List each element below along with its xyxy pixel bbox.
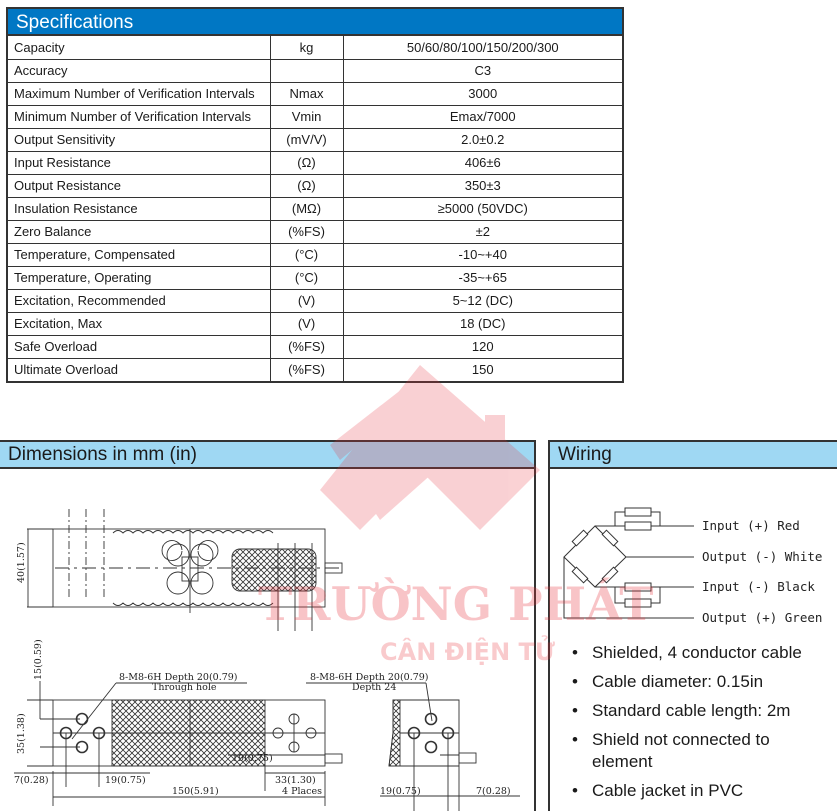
dimensions-title: Dimensions in mm (in)	[0, 442, 534, 469]
spec-unit: (°C)	[270, 243, 343, 266]
spec-row	[8, 105, 622, 128]
spec-parameter: Ultimate Overload	[8, 358, 270, 381]
dim-left-edge: 7(0.28)	[14, 775, 49, 786]
spec-unit: (%FS)	[270, 335, 343, 358]
spec-parameter: Zero Balance	[8, 220, 270, 243]
spec-parameter: Output Sensitivity	[8, 128, 270, 151]
spec-value: 350±3	[343, 174, 622, 197]
note-diameter: • Cable diameter: 0.15in	[570, 671, 820, 693]
wire-input-positive: Input (+) Red	[702, 518, 800, 533]
wire-input-negative: Input (-) Black	[702, 579, 815, 594]
spec-unit	[270, 59, 343, 82]
spec-row	[8, 151, 622, 174]
note-length: • Standard cable length: 2m	[570, 700, 820, 722]
spec-unit: (mV/V)	[270, 128, 343, 151]
wiring-title: Wiring	[550, 442, 837, 469]
spec-parameter: Maximum Number of Verification Intervals	[8, 82, 270, 105]
spec-row	[8, 312, 622, 335]
spec-parameter: Temperature, Operating	[8, 266, 270, 289]
dim-places: 4 Places	[282, 786, 322, 797]
spec-unit: (%FS)	[270, 358, 343, 381]
specifications-table	[6, 7, 624, 383]
spec-parameter: Excitation, Recommended	[8, 289, 270, 312]
spec-parameter: Excitation, Max	[8, 312, 270, 335]
watermark-brand: TRƯỜNG PHÁT	[258, 577, 654, 631]
spec-row	[8, 82, 622, 105]
wiring-panel	[548, 440, 837, 811]
cable-notes	[570, 642, 820, 809]
spec-row	[8, 36, 622, 59]
dimension-drawing	[0, 471, 536, 811]
spec-value: C3	[343, 59, 622, 82]
spec-parameter: Insulation Resistance	[8, 197, 270, 220]
spec-unit: (V)	[270, 312, 343, 335]
spec-row	[8, 197, 622, 220]
spec-row	[8, 335, 622, 358]
spec-unit: Vmin	[270, 105, 343, 128]
spec-parameter: Accuracy	[8, 59, 270, 82]
spec-unit: (%FS)	[270, 220, 343, 243]
dim-side-spacing: 19(0.75)	[380, 786, 421, 797]
spec-value: 120	[343, 335, 622, 358]
specifications-title: Specifications	[8, 9, 622, 36]
spec-row	[8, 128, 622, 151]
spec-value: ≥5000 (50VDC)	[343, 197, 622, 220]
spec-parameter: Capacity	[8, 36, 270, 59]
dim-thread-side: 8-M8-6H Depth 20(0.79)	[310, 672, 429, 683]
spec-parameter: Input Resistance	[8, 151, 270, 174]
spec-row	[8, 289, 622, 312]
dim-hole-spacing: 19(0.75)	[105, 775, 146, 786]
spec-unit: (MΩ)	[270, 197, 343, 220]
dim-height-top: 40(1.57)	[16, 542, 27, 583]
dimensions-panel	[0, 440, 536, 811]
spec-value: 150	[343, 358, 622, 381]
spec-unit: (Ω)	[270, 151, 343, 174]
note-jacket: • Cable jacket in PVC	[570, 780, 820, 802]
spec-unit: kg	[270, 36, 343, 59]
spec-row	[8, 358, 622, 381]
spec-parameter: Temperature, Compensated	[8, 243, 270, 266]
dim-height-side: 35(1.38)	[16, 713, 27, 754]
spec-rows	[8, 36, 622, 381]
spec-value: 5~12 (DC)	[343, 289, 622, 312]
dim-inner-spacing: 19(0.75)	[232, 753, 273, 764]
spec-parameter: Safe Overload	[8, 335, 270, 358]
dim-thread-front-sub: Through hole	[152, 682, 217, 693]
spec-value: 3000	[343, 82, 622, 105]
spec-unit: (Ω)	[270, 174, 343, 197]
spec-value: -35~+65	[343, 266, 622, 289]
spec-row	[8, 266, 622, 289]
watermark-tagline: CÂN ĐIỆN TỬ	[380, 638, 555, 666]
spec-value: ±2	[343, 220, 622, 243]
spec-value: Emax/7000	[343, 105, 622, 128]
wire-output-positive: Output (+) Green	[702, 610, 823, 625]
spec-unit: (°C)	[270, 266, 343, 289]
note-shielded: • Shielded, 4 conductor cable	[570, 642, 820, 664]
spec-row	[8, 220, 622, 243]
wiring-diagram	[550, 471, 837, 641]
dim-thread-side-sub: Depth 24	[352, 682, 397, 693]
spec-value: 18 (DC)	[343, 312, 622, 335]
dim-offset-top: 15(0.59)	[33, 639, 44, 680]
dim-thread-front: 8-M8-6H Depth 20(0.79)	[119, 672, 238, 683]
spec-value: -10~+40	[343, 243, 622, 266]
spec-parameter: Minimum Number of Verification Intervals	[8, 105, 270, 128]
spec-parameter: Output Resistance	[8, 174, 270, 197]
dim-end-length: 33(1.30)	[275, 775, 316, 786]
spec-row	[8, 243, 622, 266]
note-shield: • Shield not connected to element	[570, 729, 820, 773]
dim-total-length: 150(5.91)	[172, 786, 219, 797]
spec-row	[8, 59, 622, 82]
spec-value: 50/60/80/100/150/200/300	[343, 36, 622, 59]
spec-unit: Nmax	[270, 82, 343, 105]
spec-value: 2.0±0.2	[343, 128, 622, 151]
dim-side-edge: 7(0.28)	[476, 786, 511, 797]
spec-row	[8, 174, 622, 197]
spec-unit: (V)	[270, 289, 343, 312]
wire-output-negative: Output (-) White	[702, 549, 823, 564]
spec-value: 406±6	[343, 151, 622, 174]
